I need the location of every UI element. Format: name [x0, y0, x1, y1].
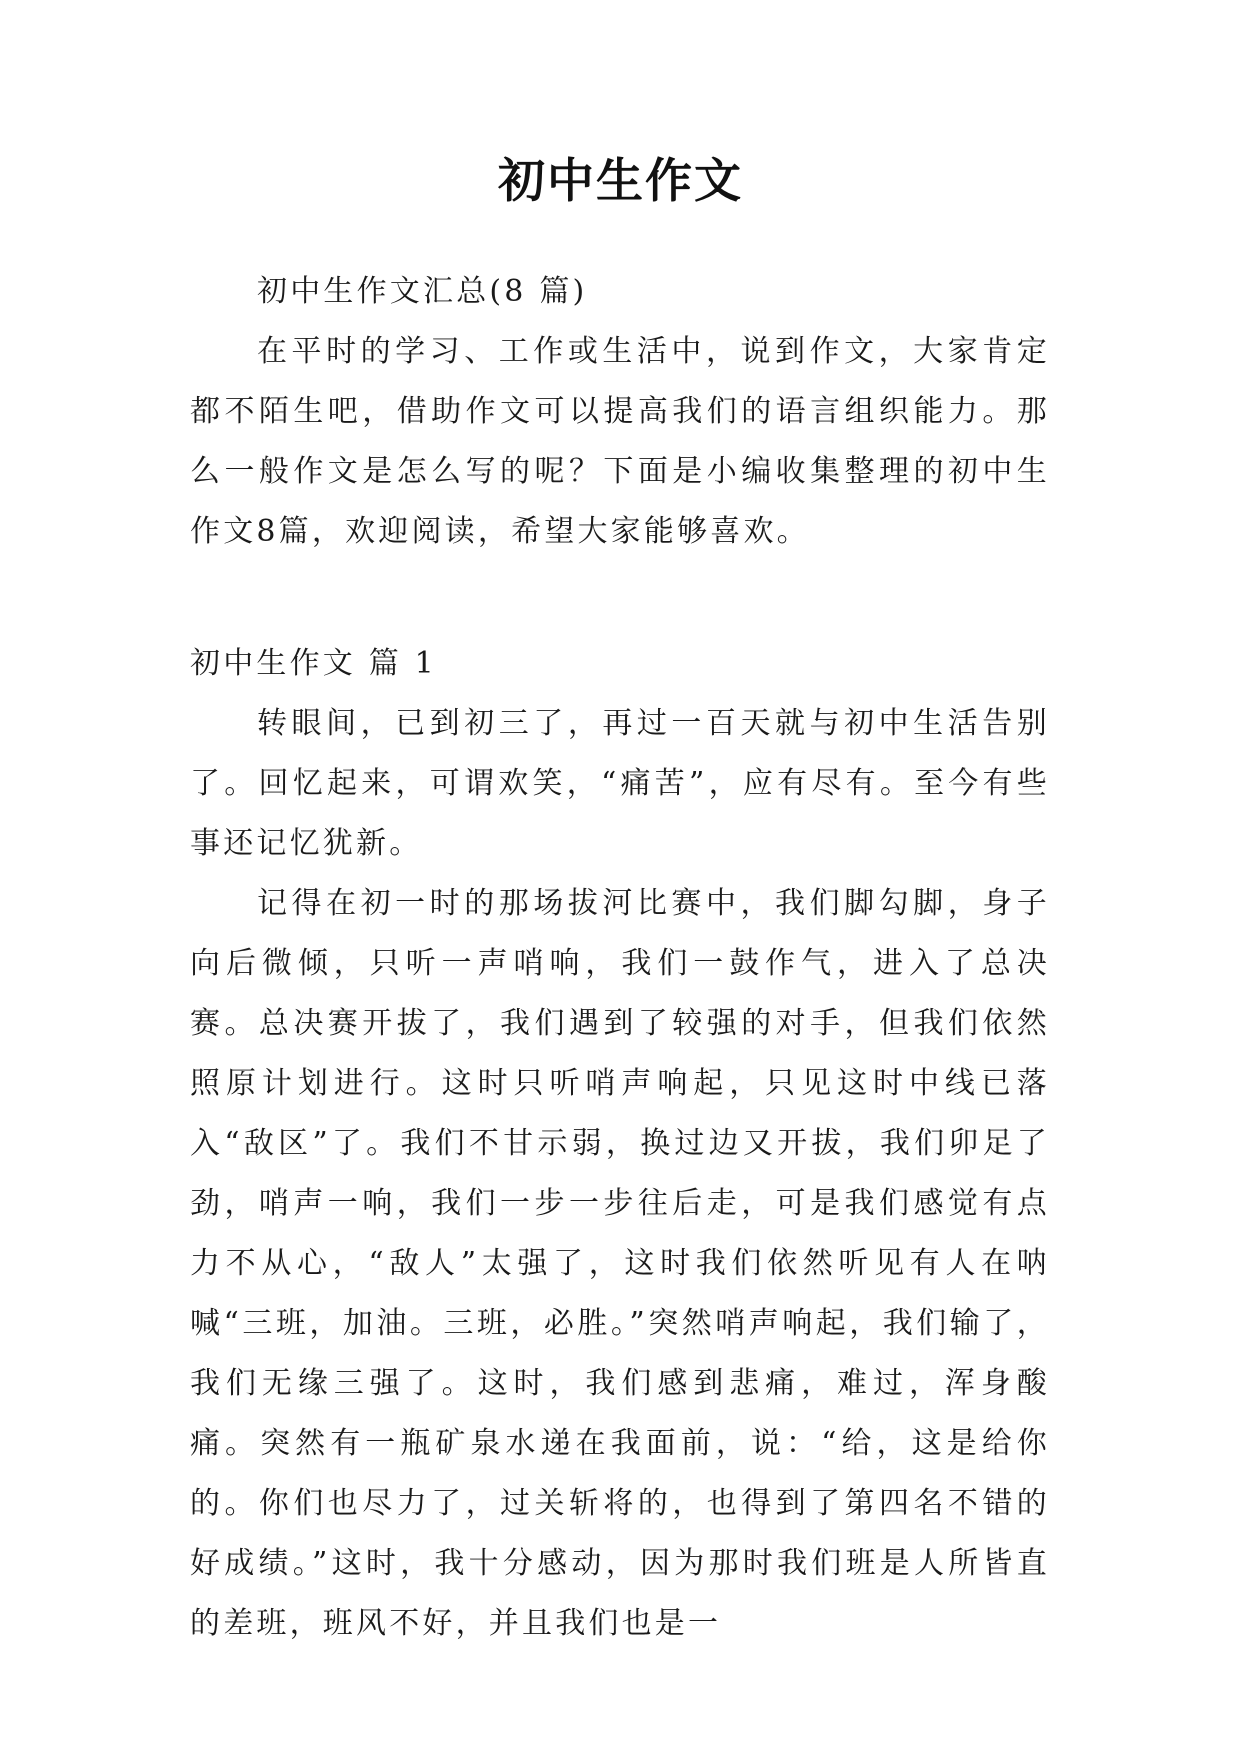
- intro-subtitle: 初中生作文汇总(8 篇): [257, 274, 588, 309]
- section-heading: 初中生作文 篇 1: [190, 646, 437, 681]
- section-paragraph-2: 记得在初一时的那场拔河比赛中，我们脚勾脚，身子向后微倾，只听一声哨响，我们一鼓作气，进入了总决赛。总决赛开拔了，我们遇到了较强的对手，但我们依然照原计划进行。这时只听哨声响起，只见这时中线已落入“敌区”了。我们不甘示弱，换过边又开拔，我们卯足了劲，哨声一响，我们一步一步往后走，可是我们感觉有点力不从心，“敌人”太强了，这时我们依然听见有人在呐喊“三班，加油。三班，必胜。”突然哨声响起，我们输了，我们无缘三强了。这时，我们感到悲痛，难过，浑身酸痛。突然有一瓶矿泉水递在我面前，说：“给，这是给你的。你们也尽力了，过关斩将的，也得到了第四名不错的好成绩。”这时，我十分感动，因为那时我们班是人所皆直的差班，班风不好，并且我们也是一: [190, 886, 1050, 1641]
- intro-paragraph: 在平时的学习、工作或生活中，说到作文，大家肯定都不陌生吧，借助作文可以提高我们的语言组织能力。那么一般作文是怎么写的呢？下面是小编收集整理的初中生作文8篇，欢迎阅读，希望大家能够喜欢。: [190, 334, 1050, 549]
- document-title: 初中生作文: [498, 154, 743, 209]
- intro-block: [190, 262, 1050, 562]
- section-body: [190, 694, 1050, 1654]
- section-paragraph-1: 转眼间，已到初三了，再过一百天就与初中生活告别了。回忆起来，可谓欢笑，“痛苦”，应有尽有。至今有些事还记忆犹新。: [190, 706, 1050, 861]
